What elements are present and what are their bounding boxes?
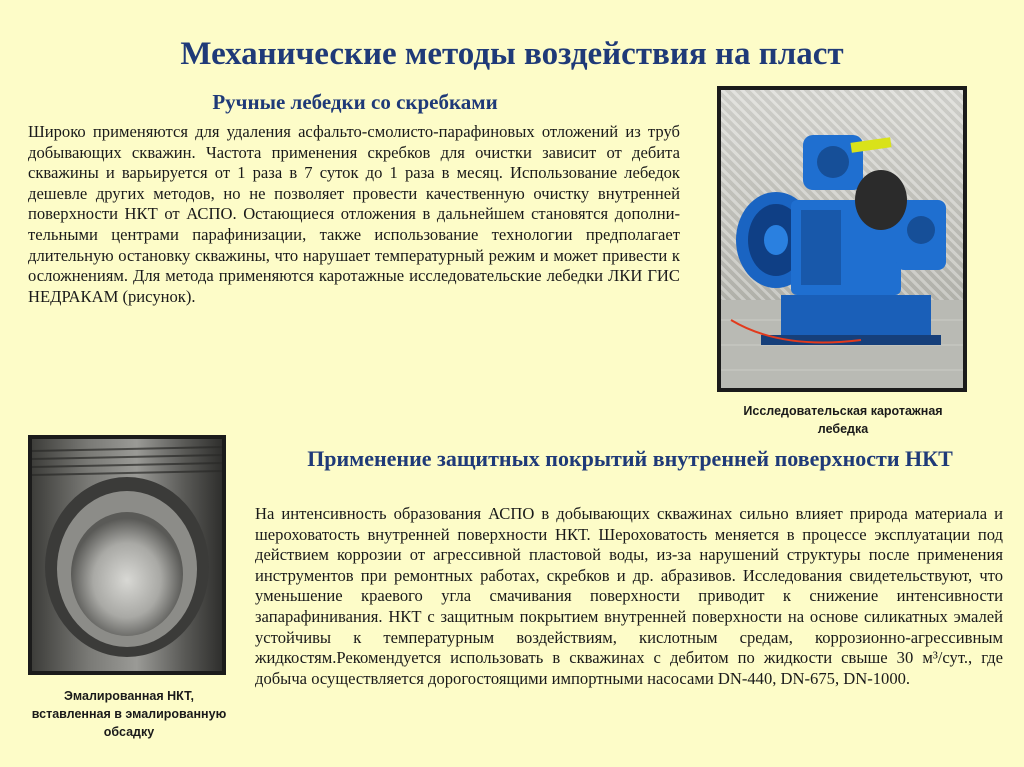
page-title: Механические методы воздействия на пласт	[180, 36, 844, 72]
winch-photo	[717, 86, 967, 392]
section-text-coatings: На интенсивность образования АСПО в добывающих скважинах сильно влияет природа материала и шероховатость внутренней поверхности НКТ. Шероховатость меняется в процессе эксплуатации под действием коррозии от агрессивной пластовой воды, из-за нарушений структуры после применения инструментов при ремонтных работах, скребков и др. абразивов. Исследования свидетельствуют, что уменьшение краевого угла смачивания поверхности приводит к снижение интенсивности запарафинивания. НКТ с защитным покрытием внутренней поверхности на основе силикатных эмалей устойчивы к температурным воздействиям, кислотным средам, коррозионно-агрессивным жидкостям.Рекомендуется использовать в скважинах с дебитом по жидкости свыше 30 м³/сут., где добыча осуществляется дорогостоящими импортными насосами DN-440, DN-675, DN-1000.	[255, 504, 1003, 688]
section-heading-coatings: Применение защитных покрытий внутренней поверхности НКТ	[307, 446, 953, 471]
enameled-pipe-caption: Эмалированная НКТ, вставленная в эмалированную обсадку	[31, 689, 227, 739]
enameled-pipe-photo	[28, 435, 226, 675]
section-heading-winches: Ручные лебедки со скребками	[212, 90, 498, 114]
enameled-pipe-illustration	[32, 439, 222, 671]
winch-photo-illustration	[721, 90, 963, 388]
winch-photo-caption: Исследовательская каротажная лебедка	[743, 404, 943, 436]
section-text-winches: Широко применяются для удаления асфальто-смолисто-парафиновых отложений из труб добывающих скважин. Частота применения скребков для очистки зависит от дебита скважины и варьируется от 1 раза в 7 суток до 1 раза в месяц. Использование лебедок дешевле других методов, но не позволяет провести качественную очистку внутренней поверхности НКТ от АСПО. Остающиеся отложения в дальнейшем становятся дополни-тельными центрами парафинизации, также использование технологии предполагает длительную остановку скважины, что нарушает температурный режим и может привести к осложнениям. Для метода применяются каротажные исследовательские лебедки ЛКИ ГИС НЕДРАКАМ (рисунок).	[28, 122, 680, 306]
